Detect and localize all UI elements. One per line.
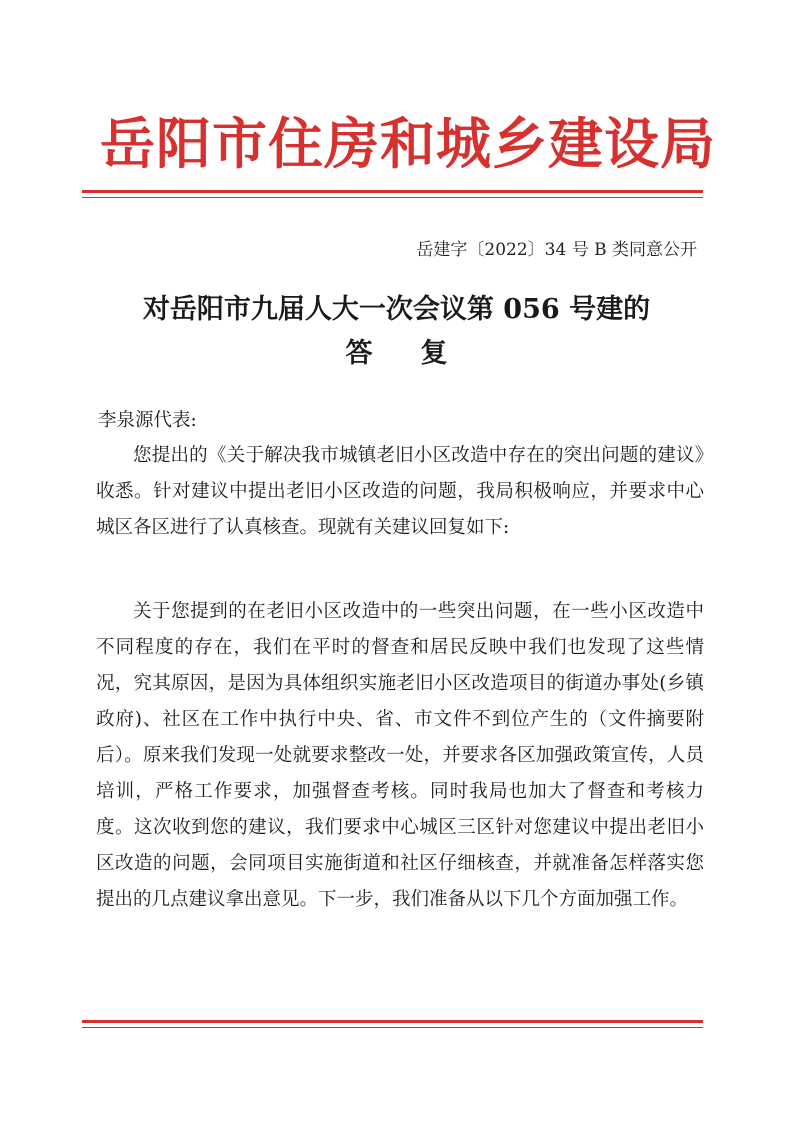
document-title-line-2: 答复 [345,338,496,369]
footer-red-rule-thin [82,1027,703,1028]
body-paragraph: 关于您提到的在老旧小区改造中的一些突出问题，在一些小区改造中不同程度的存在，我们在平时的督查和居民反映中我们也发现了这些情况，究其原因，是因为具体组织实施老旧小区改造项目的街道办事处(乡镇政府)、社区在工作中执行中央、省、市文件不到位产生的（文件摘要附后）。原来我们发现一处就要求整改一处，并要求各区加强政策宣传，人员培训，严格工作要求，加强督查考核。同时我局也加大了督查和考核力度。这次收到您的建议，我们要求中心城区三区针对您建议中提出老旧小区改造的问题，会同项目实施街道和社区仔细核查，并就准备怎样落实您提出的几点建议拿出意见。下一步，我们准备从以下几个方面加强工作。 [96,601,704,910]
letterhead-agency-name: 岳阳市住房和城乡建设局 [100,111,717,176]
body-paragraph: 您提出的《关于解决我市城镇老旧小区改造中存在的突出问题的建议》收悉。针对建议中提出老旧小区改造的问题，我局积极响应，并要求中心城区各区进行了认真核查。现就有关建议回复如下: [96,445,704,538]
document-number: 岳建字〔2022〕34 号 B 类同意公开 [416,240,697,260]
footer-red-rule-thick [82,1020,703,1023]
letterhead-red-rule-thick [82,190,703,193]
salutation: 李泉源代表: [98,410,197,431]
document-title-line-1: 对岳阳市九届人大一次会议第 056 号建的 [142,294,651,325]
letterhead-red-rule-thin [82,197,703,198]
